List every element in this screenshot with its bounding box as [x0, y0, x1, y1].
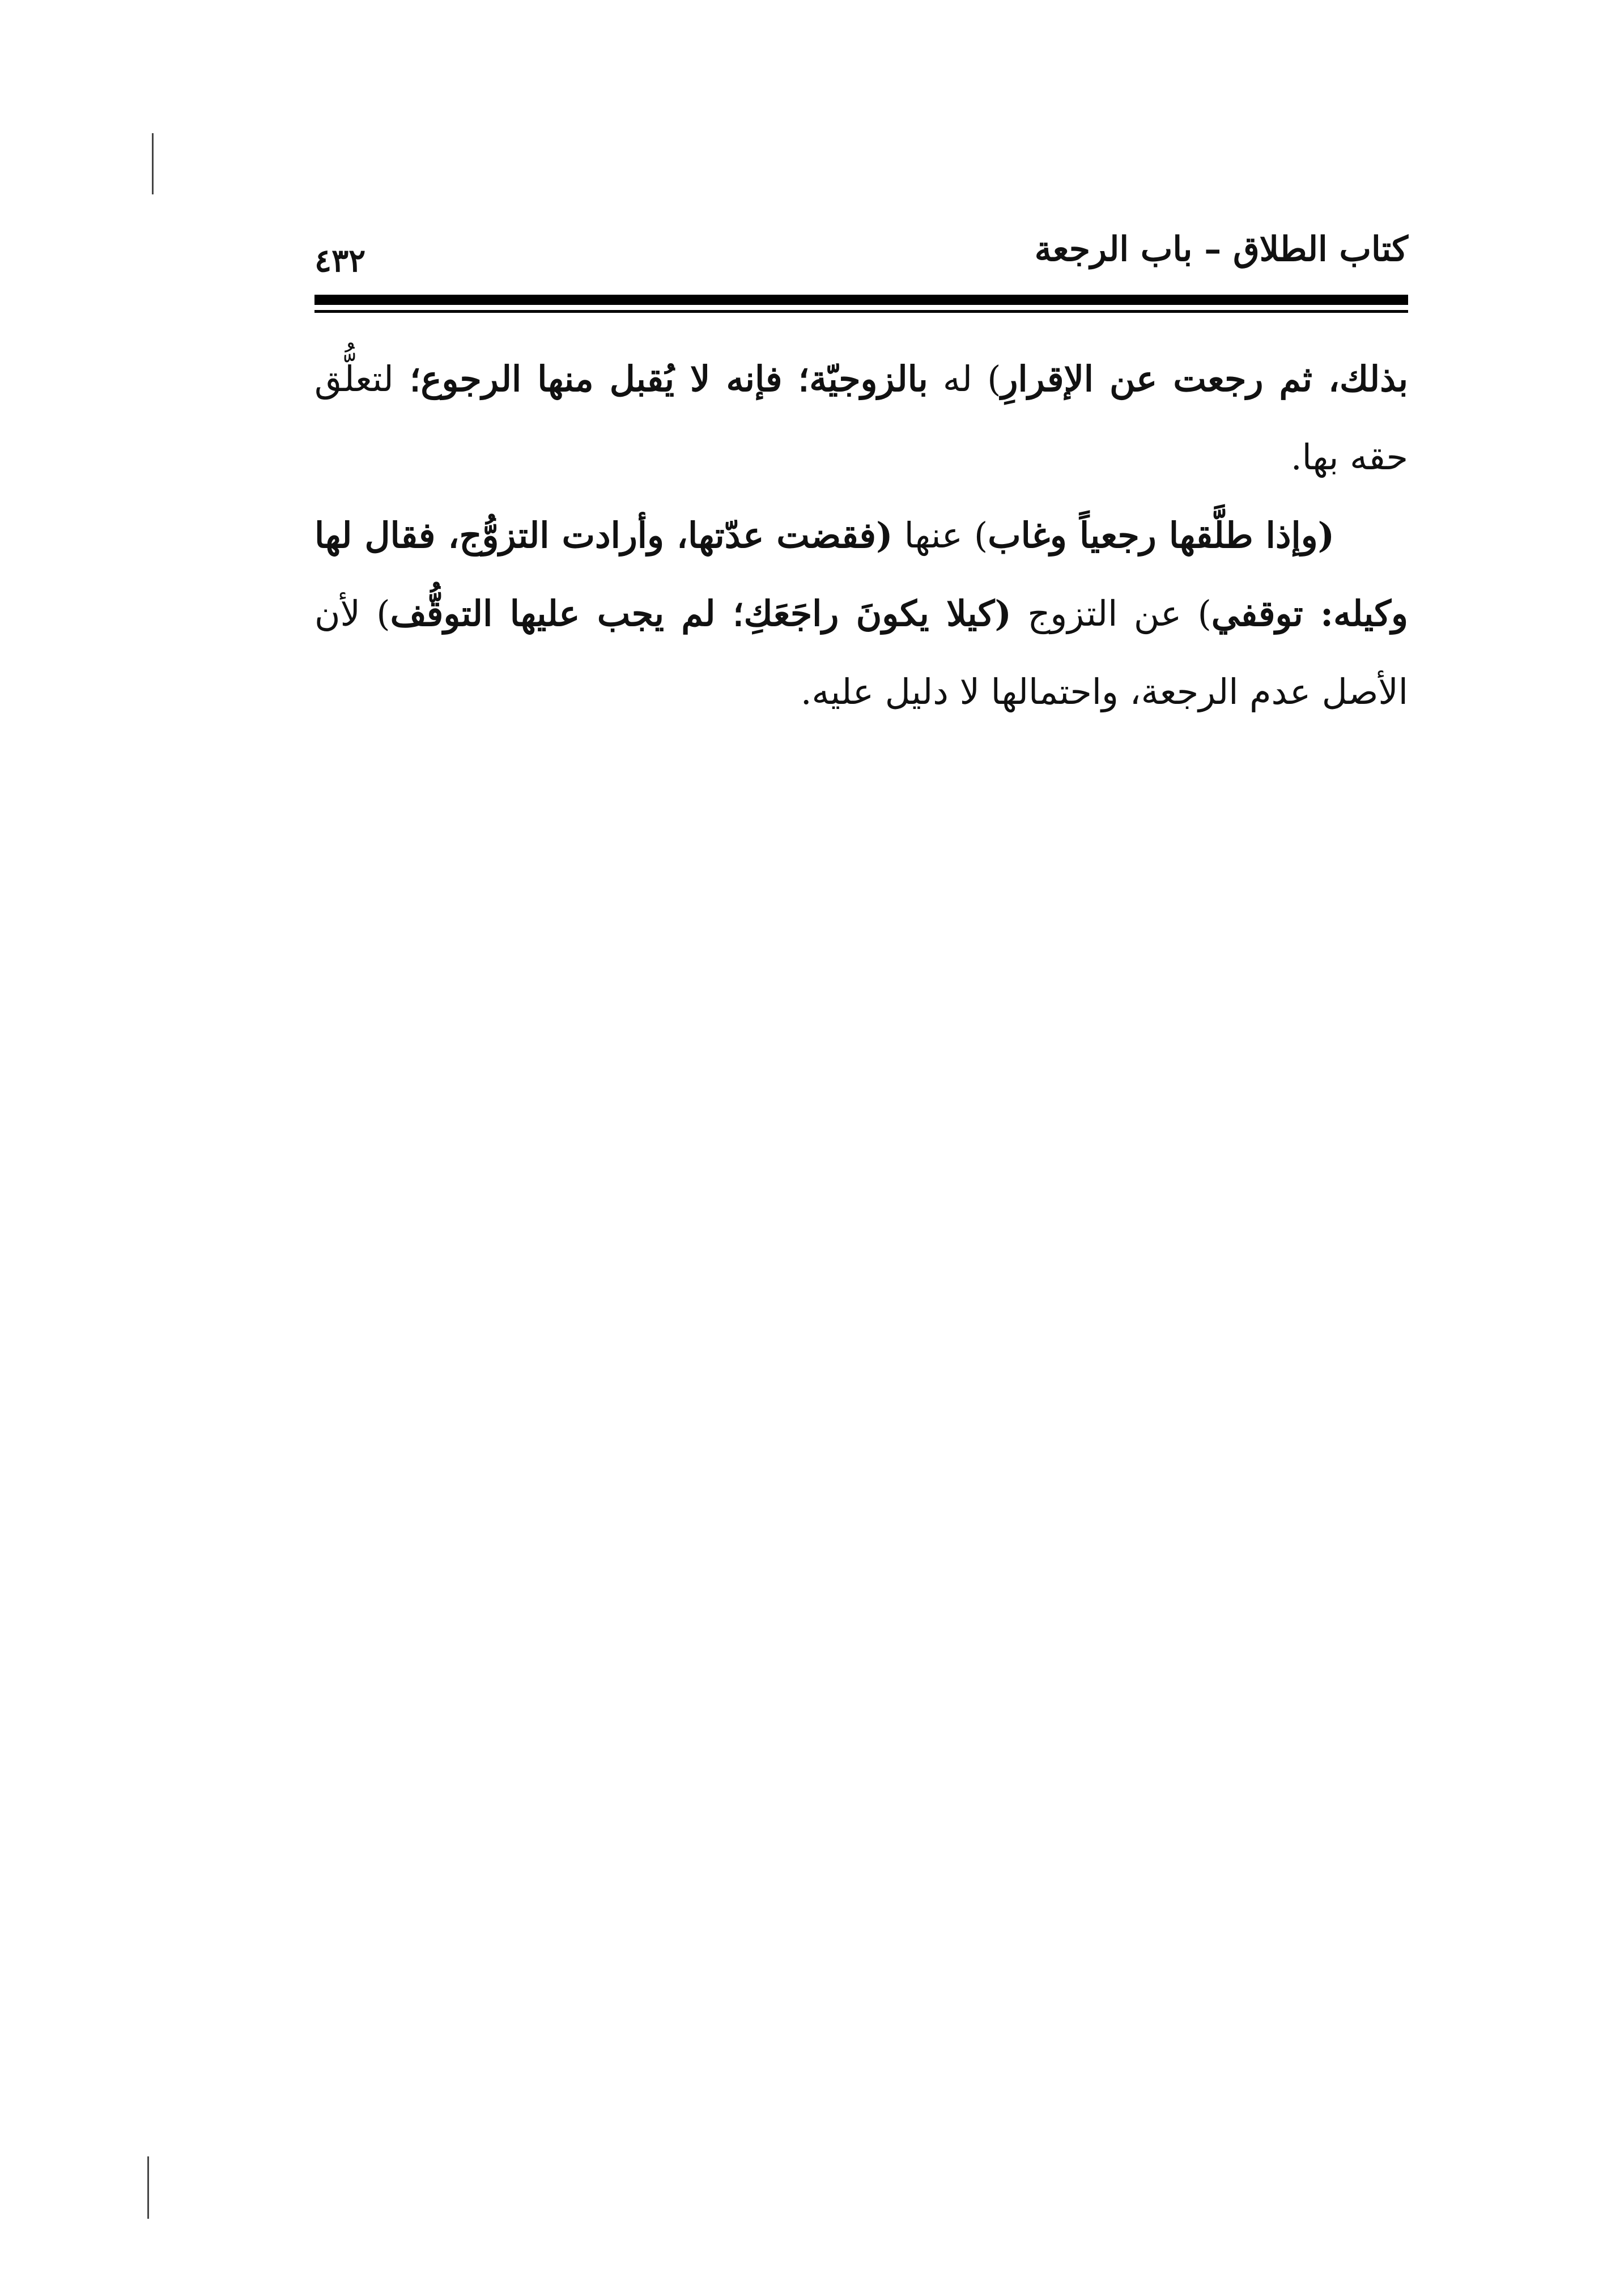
paragraph-2	[314, 496, 1408, 731]
margin-mark-top	[152, 133, 154, 194]
running-title: كتاب الطلاق – باب الرجعة	[1034, 230, 1408, 269]
body-text	[314, 340, 1408, 731]
text-segment: (فقضت عدّتها، وأرادت التزوُّج، فقال لها وكيله: توقفي	[314, 515, 1408, 634]
text-segment: ) عن التزوج	[1011, 593, 1211, 634]
text-segment: لتعلُّق حقه بها.	[314, 358, 1408, 478]
header-rule-thick	[314, 295, 1408, 305]
paragraph-1	[314, 340, 1408, 496]
page-header	[314, 230, 1408, 286]
text-segment: ) لأن الأصل عدم الرجعة، واحتمالها لا دليل عليه.	[314, 593, 1408, 712]
text-segment: بذلك، ثم رجعت عن الإقرارِ	[1001, 358, 1408, 400]
text-segment: (وإذا طلَّقها رجعياً وغاب	[988, 515, 1334, 556]
margin-mark-bottom	[147, 2156, 149, 2219]
text-segment: ) عنها	[892, 515, 988, 556]
text-segment: (كيلا يكونَ راجَعَكِ؛ لم يجب عليها التوقُّف	[390, 593, 1011, 634]
text-segment: ) له	[928, 358, 1001, 400]
text-segment: بالزوجيّة؛ فإنه لا يُقبل منها الرجوع؛	[393, 358, 928, 400]
page-number: ٤٣٢	[314, 242, 366, 279]
header-rule-thin	[314, 310, 1408, 313]
